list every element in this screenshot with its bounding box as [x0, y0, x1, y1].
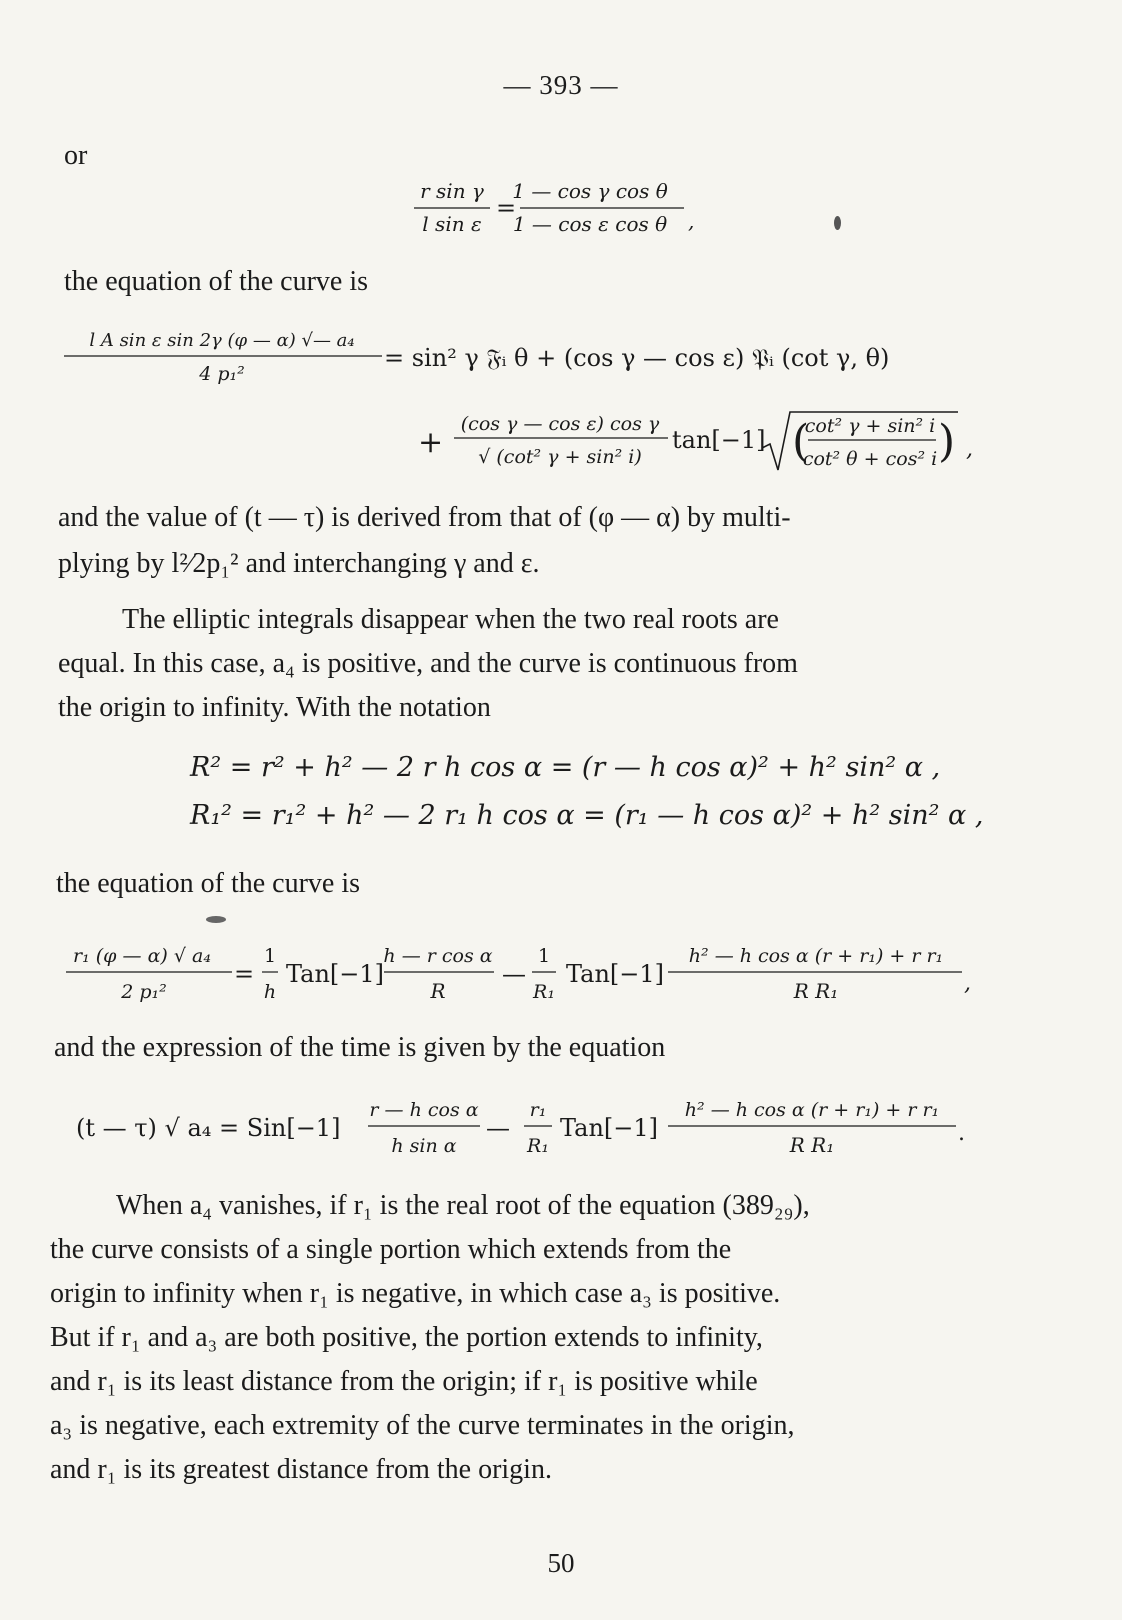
text-or: or: [64, 140, 88, 171]
eq3-tan-inverse-2: Tan[−1]: [566, 960, 665, 988]
eq3-fraction1-numerator: h — r cos α: [383, 945, 493, 967]
eq2-lhs-numerator: l A sin ε sin 2γ (φ — α) √— a₄: [89, 330, 355, 351]
eq4-coef-numerator: r₁: [529, 1099, 547, 1121]
eq4-fraction2-numerator: h² — h cos α (r + r₁) + r r₁: [684, 1099, 940, 1121]
eq4-coef-denominator: R₁: [527, 1135, 549, 1157]
eq3-equals: =: [234, 960, 255, 988]
eq1-rhs-numerator: 1 — cos γ cos θ: [512, 179, 668, 203]
equation-4: [76, 1094, 986, 1174]
text-elliptic-line-2: equal. In this case, a₄ is positive, and the curve is continuous from: [58, 648, 798, 679]
eq3-coef2-denominator: R₁: [533, 981, 555, 1003]
notation-line-2: R₁² = r₁² + h² — 2 r₁ h cos α = (r₁ — h cos α)² + h² sin² α ,: [190, 800, 984, 831]
eq2b-tan-inverse: tan[−1]: [672, 426, 766, 454]
eq3-lhs-numerator: r₁ (φ — α) √ a₄: [73, 945, 211, 967]
eq2b-comma: ,: [966, 437, 973, 462]
equation-3: [58, 940, 998, 1020]
eq2-lhs-denominator: 4 p₁²: [199, 363, 245, 385]
eq2b-paren-close: ): [938, 416, 956, 467]
eq4-fraction1-numerator: r — h cos α: [369, 1099, 479, 1121]
eq3-fraction1-denominator: R: [430, 979, 446, 1003]
text-last-line-7: and r₁ is its greatest distance from the origin.: [50, 1454, 552, 1485]
eq2-rhs: = sin² γ 𝔉ᵢ θ + (cos γ — cos ε) 𝔓ᵢ (cot γ, θ): [384, 344, 890, 372]
eq4-fraction1-denominator: h sin α: [391, 1135, 457, 1157]
eq3-comma: ,: [964, 971, 971, 996]
eq1-lhs-numerator: r sin γ: [420, 179, 484, 203]
text-elliptic-line-3: the origin to infinity. With the notation: [58, 692, 491, 723]
text-value-line-2: plying by l²⁄2p₁² and interchanging γ and ε.: [58, 548, 540, 579]
text-last-line-3: origin to infinity when r₁ is negative, in which case a₃ is positive.: [50, 1278, 781, 1309]
eq1-equals: =: [496, 194, 517, 222]
text-curve-intro-1: the equation of the curve is: [64, 266, 369, 297]
eq4-lhs: (t — τ) √ a₄ = Sin[−1]: [76, 1114, 341, 1142]
equation-2-line-1: [60, 326, 960, 396]
text-last-line-2: the curve consists of a single portion which extends from the: [50, 1234, 732, 1265]
eq1-comma: ,: [688, 209, 695, 233]
eq1-rhs-denominator: 1 — cos ε cos θ: [512, 212, 668, 236]
eq1-lhs-denominator: l sin ε: [422, 212, 482, 236]
notation-line-1: R² = r² + h² — 2 r h cos α = (r — h cos α)² + h² sin² α ,: [190, 752, 941, 783]
eq3-coef1-numerator: 1: [263, 945, 277, 967]
equation-2-line-2: [410, 408, 1000, 478]
text-last-line-1: When a₄ vanishes, if r₁ is the real root of the equation (389₂₉),: [116, 1190, 810, 1221]
signature-mark: 50: [547, 1548, 575, 1578]
eq2b-root-denominator: cot² θ + cos² i: [802, 448, 938, 470]
eq2b-paren-open: (: [792, 416, 810, 467]
eq3-lhs-denominator: 2 p₁²: [121, 981, 167, 1003]
eq4-fraction2-denominator: R R₁: [789, 1133, 835, 1157]
eq3-coef2-numerator: 1: [537, 945, 551, 967]
equation-1: [400, 176, 720, 246]
eq3-tan-inverse-1: Tan[−1]: [286, 960, 385, 988]
eq3-fraction2-denominator: R R₁: [793, 979, 839, 1003]
text-last-line-5: and r₁ is its least distance from the origin; if r₁ is positive while: [50, 1366, 758, 1397]
eq3-fraction2-numerator: h² — h cos α (r + r₁) + r r₁: [688, 945, 944, 967]
page-number-header: — 393 —: [503, 70, 619, 100]
text-last-line-4: But if r₁ and a₃ are both positive, the portion extends to infinity,: [50, 1322, 763, 1353]
ink-blot-mark: [834, 216, 841, 230]
eq2b-frac-numerator: (cos γ — cos ε) cos γ: [460, 413, 660, 435]
text-curve-intro-2: the equation of the curve is: [56, 868, 361, 899]
smudge-mark: [206, 916, 226, 923]
text-elliptic-line-1: The elliptic integrals disappear when the two real roots are: [122, 604, 779, 635]
eq2b-plus: +: [418, 425, 444, 460]
eq2b-root-numerator: cot² γ + sin² i: [804, 415, 936, 437]
text-value-line-1: and the value of (t — τ) is derived from that of (φ — α) by multi-: [58, 502, 791, 533]
eq3-coef1-denominator: h: [263, 981, 277, 1003]
eq4-minus: —: [486, 1114, 510, 1142]
eq3-minus: —: [502, 960, 526, 988]
eq2b-frac-denominator: √ (cot² γ + sin² i): [478, 446, 642, 468]
text-last-line-6: a₃ is negative, each extremity of the curve terminates in the origin,: [50, 1410, 795, 1441]
text-time-expression: and the expression of the time is given by the equation: [54, 1032, 666, 1063]
eq4-period: .: [958, 1121, 965, 1146]
eq4-tan-inverse: Tan[−1]: [560, 1114, 659, 1142]
